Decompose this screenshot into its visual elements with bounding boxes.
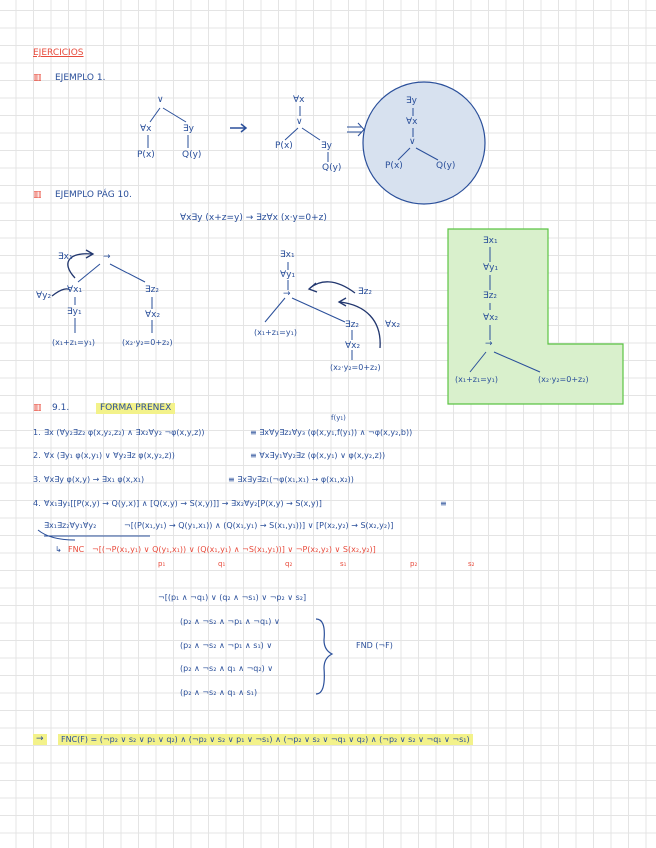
treeA-r2: ∀x₂ [145, 310, 161, 320]
tree3-connective: ∨ [409, 137, 416, 147]
edge [110, 264, 145, 282]
tree2-right-leaf: Q(y) [322, 163, 342, 173]
treeB-q1: ∃x₁ [280, 250, 295, 260]
var-label: q₂ [285, 560, 293, 568]
prenex-num-1: 1. [33, 428, 41, 437]
prenex-label: FORMA PRENEX [96, 403, 175, 414]
prenex-rhs-3: ≡ ∃x∃y∃z₁(¬φ(x₁,x₁) → φ(x₁,x₂)) [228, 475, 354, 484]
fnc-body: ¬[(¬P(x₁,y₁) ∨ Q(y₁,x₁)) ∨ (Q(x₁,y₁) ∧ ¬S(x₁,y₁))] ∨ ¬P(x₂,y₂) ∨ S(x₂,y₂)] [92, 545, 376, 554]
treeC-q1: ∃x₁ [483, 236, 498, 246]
hook [38, 530, 75, 540]
treeA-leaf-left: (x₁+z₁=y₁) [52, 338, 95, 347]
prenex-line5-lhs: ∃x₁∃z₂∀y₁∀y₂ [44, 521, 97, 530]
prenex-lhs-3: ∀x∃y φ(x,y) → ∃x₁ φ(x,x₁) [44, 475, 145, 484]
prenex-rhs-4: ≡ [440, 499, 447, 508]
treeC-q3: ∃z₂ [483, 291, 498, 301]
treeA-quant-top: ∃x₁ [58, 252, 73, 262]
treeA-side: ∀y₂ [36, 291, 52, 301]
prenex-rhs-1: ≡ ∃x∀y∃z₂∀y₃ (φ(x,y₁,f(y₁)) ∧ ¬φ(x,y₂,b)) [250, 428, 413, 437]
treeB-q2: ∀y₁ [280, 270, 296, 280]
var-label: s₁ [340, 560, 347, 568]
tree2-left-leaf: P(x) [275, 141, 293, 151]
var-label: p₂ [410, 560, 418, 568]
section-bullet: ▥ [33, 73, 42, 83]
tree3-right-leaf: Q(y) [436, 161, 456, 171]
prenex-num-3: 3. [33, 475, 41, 484]
fnd-row: (p₂ ∧ ¬s₂ ∧ q₁ ∧ s₁) [180, 688, 258, 697]
treeB-connective: → [283, 289, 291, 299]
final-arrow-icon: → [33, 734, 47, 745]
edge [265, 298, 285, 322]
fnd-row: (p₂ ∧ ¬s₂ ∧ q₁ ∧ ¬q₂) ∨ [180, 664, 274, 673]
treeA-l2: ∃y₁ [67, 307, 82, 317]
section-title-example2: EJEMPLO PÁG 10. [55, 190, 132, 200]
treeB-leaf-right: (x₂·y₂=0+z₂) [330, 363, 381, 372]
tree1-root: ∨ [157, 95, 164, 105]
prenex-lhs-4: ∀x₁∃y₁[[P(x,y) → Q(y,x)] ∧ [Q(x,y) → S(x,y)]] → ∃x₂∀y₂[P(x,y) → S(x,y)] [44, 499, 322, 508]
tree2-top-quantifier: ∀x [293, 95, 305, 105]
tree3-q1: ∃y [406, 96, 418, 106]
prenex-line5-rhs: ¬[(P(x₁,y₁) → Q(y₁,x₁)) ∧ (Q(x₁,y₁) → S(x₁,y₁))] ∨ [P(x₂,y₂) → S(x₂,y₂)] [124, 521, 394, 530]
tree1-left-quantifier: ∀x [140, 124, 152, 134]
tree2-right-quantifier: ∃y [321, 141, 333, 151]
var-label: s₂ [468, 560, 475, 568]
section-title-example1: EJEMPLO 1. [55, 73, 106, 83]
tree2-connective: ∨ [296, 117, 303, 127]
treeA-leaf-right: (x₂·y₂=0+z₂) [122, 338, 173, 347]
page-title: EJERCICIOS [33, 48, 84, 58]
section-bullet: ▥ [33, 190, 42, 200]
treeB-r2: ∀x₂ [345, 341, 361, 351]
treeC-q4: ∀x₂ [483, 313, 499, 323]
final-fnc: FNC(F) = (¬p₂ ∨ s₂ ∨ p₁ ∨ q₂) ∧ (¬p₂ ∨ s₂ ∨ p₁ ∨ ¬s₁) ∧ (¬p₂ ∨ s₂ ∨ ¬q₁ ∨ q₂) ∧ (¬p₂ ∨ s₂ ∨ ¬q₁ ∨ ¬s₁) [58, 734, 473, 745]
treeA-r1: ∃z₂ [145, 285, 160, 295]
treeC-connective: → [485, 339, 493, 349]
fnc-label: FNC [68, 545, 85, 554]
example2-formula: ∀x∃y (x+z=y) → ∃z∀x (x·y=0+z) [180, 213, 327, 223]
fnd-row: (p₂ ∧ ¬s₂ ∧ ¬p₁ ∧ ¬q₁) ∨ [180, 617, 280, 626]
var-label: p₁ [158, 560, 166, 568]
edge [292, 298, 345, 322]
treeB-side2: ∀x₂ [385, 320, 401, 330]
tree1-left-leaf: P(x) [137, 150, 155, 160]
treeA-connective: → [103, 252, 111, 262]
fnd-row: (p₂ ∧ ¬s₂ ∧ ¬p₁ ∧ s₁) ∨ [180, 641, 273, 650]
treeC-leaf-right: (x₂·y₂=0+z₂) [538, 375, 589, 384]
var-label: q₁ [218, 560, 226, 568]
fnd-first: ¬[(p₁ ∧ ¬q₁) ∨ (q₂ ∧ ¬s₁) ∨ ¬p₂ ∨ s₂] [158, 593, 307, 602]
treeC-q2: ∀y₁ [483, 263, 499, 273]
treeB-r1: ∃z₂ [345, 320, 360, 330]
prenex-num-4: 4. [33, 499, 41, 508]
fnd-label: FND (¬F) [356, 641, 393, 650]
tree1-right-quantifier: ∃y [183, 124, 195, 134]
treeC-leaf-left: (x₁+z₁=y₁) [455, 375, 498, 384]
tree3-left-leaf: P(x) [385, 161, 403, 171]
brace [316, 619, 332, 694]
treeB-leaf-left: (x₁+z₁=y₁) [254, 328, 297, 337]
prenex-lhs-2: ∀x (∃y₁ φ(x,y₁) ∨ ∀y₂∃z φ(x,y₂,z)) [44, 451, 175, 460]
section-title-9-1: 9.1. [52, 403, 70, 413]
prenex-lhs-1: ∃x (∀y₂∃z₂ φ(x,y₂,z₂) ∧ ∃x₂∀y₂ ¬φ(x,y,z)) [44, 428, 205, 437]
treeB-side: ∃z₂ [358, 287, 373, 297]
treeA-l1: ∀x₁ [67, 285, 83, 295]
prenex-rhs-2: ≡ ∀x∃y₁∀y₂∃z (φ(x,y₁) ∨ φ(x,y₂,z)) [250, 451, 386, 460]
tree1-right-leaf: Q(y) [182, 150, 202, 160]
prenex-num-2: 2. [33, 451, 41, 460]
edge [78, 264, 100, 282]
prenex-note-1: f(y₁) [331, 414, 346, 422]
fnc-arrow-icon: ↳ [55, 545, 62, 554]
section-bullet: ▥ [33, 403, 42, 413]
tree3-q2: ∀x [406, 117, 418, 127]
